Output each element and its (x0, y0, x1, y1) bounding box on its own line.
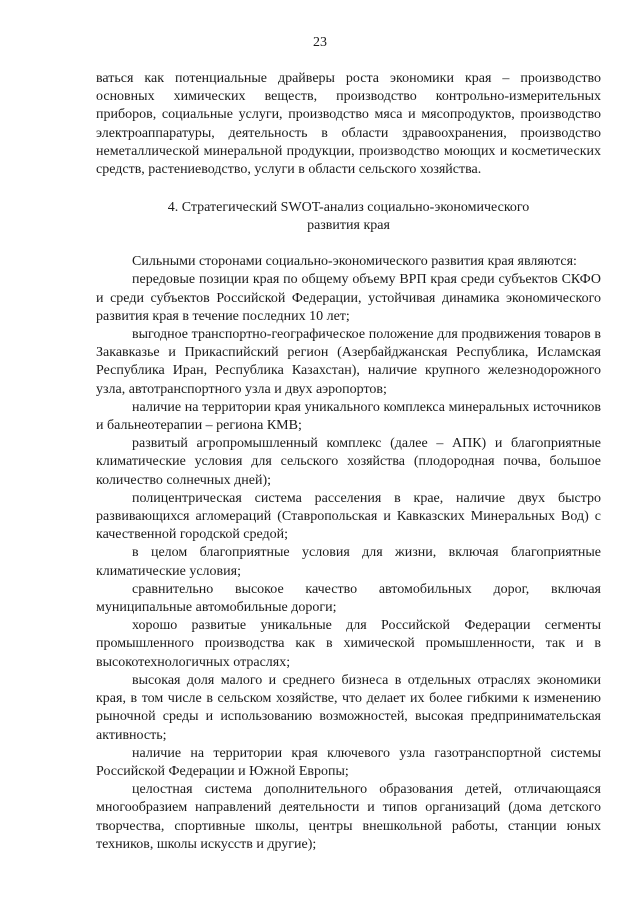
page-number: 23 (313, 35, 327, 50)
section-heading-line-1: 4. Стратегический SWOT-анализ социально-экономического (167, 200, 530, 216)
strength-item: в целом благоприятные условия для жизни, включая благоприятные климатические условия; (96, 545, 601, 579)
section-heading-line-2: развития края (307, 218, 390, 234)
document-body (96, 70, 601, 854)
intro-paragraph: ваться как потенциальные драйверы роста экономики края – производство основных химических веществ, производство контрольно-измерительных приборов, социальные услуги, производство мяса и мясопродуктов, производство электроаппаратуры, деятельность в области здравоохранения, производство неметаллической минеральной продукции, производство моющих и косметических средств, растениеводство, услуги в области сельского хозяйства. (96, 71, 601, 178)
section-heading (136, 199, 561, 235)
strength-item: хорошо развитые уникальные для Российской Федерации сегменты промышленного производства как в химической промышленности, так и в высокотехнологичных отраслях; (96, 618, 601, 670)
strength-item: развитый агропромышленный комплекс (далее – АПК) и благоприятные климатические условия для сельского хозяйства (плодородная почва, большое количество солнечных дней); (96, 436, 601, 488)
strength-item: целостная система дополнительного образования детей, отличающаяся многообразием направлений деятельности и типов организаций (дома детского творчества, спортивные школы, центры внешкольной работы, станции юных техников, школы искусств и другие); (96, 782, 601, 852)
strength-item: высокая доля малого и среднего бизнеса в отдельных отраслях экономики края, в том числе в сельском хозяйстве, что делает их более гибкими к изменению рыночной среды и использованию возможностей, высокая предпринимательская активность; (96, 672, 601, 743)
strength-item: наличие на территории края ключевого узла газотранспортной системы Российской Федерации и Южной Европы; (96, 745, 601, 779)
strength-item: наличие на территории края уникального комплекса минеральных источников и бальнеотерапии – региона КМВ; (96, 399, 601, 434)
strength-item: выгодное транспортно-географическое положение для продвижения товаров в Закавказье и Прикаспийский регион (Азербайджанская Республика, Исламская Республика Иран, Республика Казахстан), наличие крупного железнодорожного узла, автотранспортного узла и двух аэропортов; (96, 327, 601, 397)
strength-item: сравнительно высокое качество автомобильных дорог, включая муниципальные автомобильные дороги; (96, 581, 601, 616)
strengths-intro: Сильными сторонами социально-экономического развития края являются: (132, 254, 577, 270)
strength-item: передовые позиции края по общему объему ВРП края среди субъектов СКФО и среди субъектов Российской Федерации, устойчивая динамика экономического развития края в течение последних 10 лет; (96, 272, 601, 324)
strength-item: полицентрическая система расселения в крае, наличие двух быстро развивающихся агломераций (Ставропольская и Кавказских Минеральных Вод) с качественной городской средой; (96, 490, 601, 543)
